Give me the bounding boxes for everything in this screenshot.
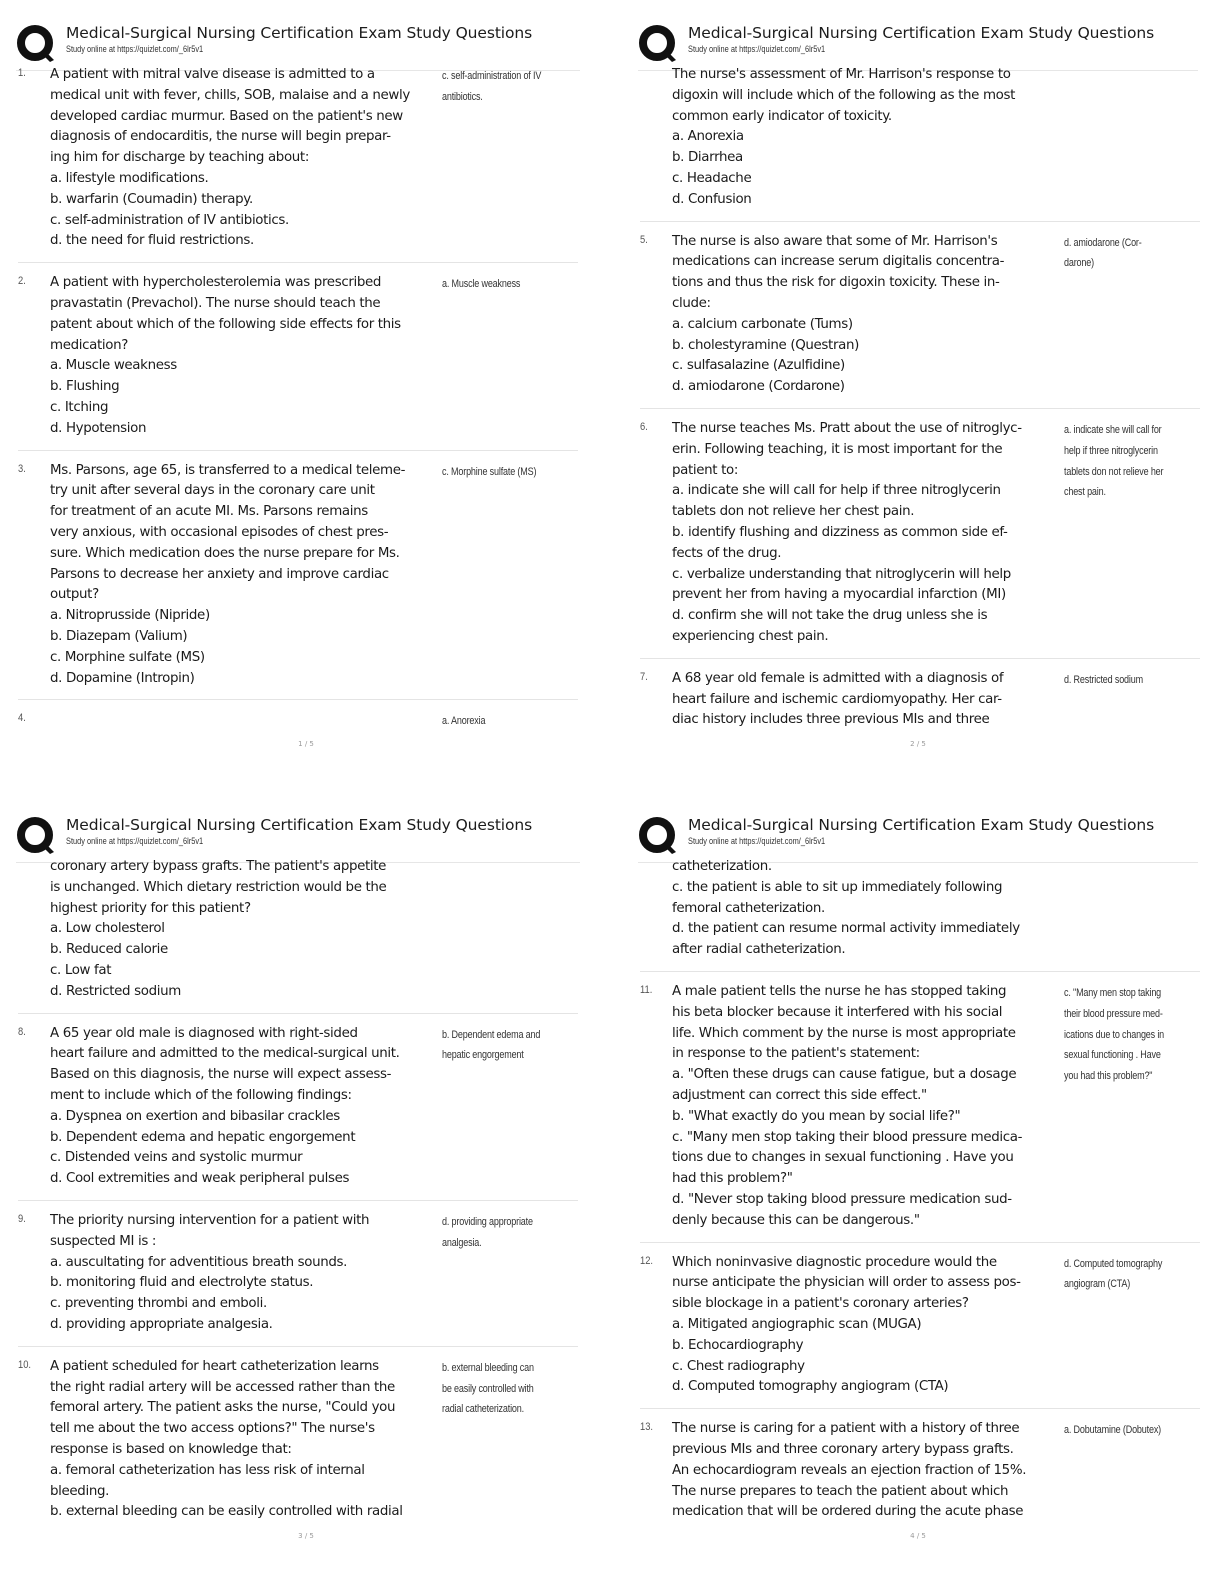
answer-option: d. the patient can resume normal activity immediately bbox=[672, 921, 1020, 937]
correct-answer bbox=[1064, 983, 1179, 1087]
answer-option: b. Reduced calorie bbox=[50, 942, 168, 958]
page-1 bbox=[0, 0, 612, 792]
answer-option: b. "What exactly do you mean by social life?" bbox=[672, 1108, 961, 1124]
question-line: try unit after several days in the coronary care unit bbox=[50, 483, 375, 499]
answer-option: c. preventing thrombi and emboli. bbox=[50, 1296, 267, 1312]
question-line: his beta blocker because it interfered with his social bbox=[672, 1004, 1003, 1020]
correct-answer bbox=[442, 66, 557, 108]
question-line: The nurse's assessment of Mr. Harrison's response to bbox=[672, 67, 1011, 82]
answer-option: b. monitoring fluid and electrolyte status. bbox=[50, 1275, 314, 1291]
answer-option: b. warfarin (Coumadin) therapy. bbox=[50, 191, 253, 207]
answer-option: b. Diazepam (Valium) bbox=[50, 628, 188, 644]
page-number: 3 / 5 bbox=[298, 1532, 314, 1540]
answer-option: d. Restricted sodium bbox=[50, 983, 181, 999]
correct-answer bbox=[442, 1358, 557, 1420]
answer-line: c. self-administration of IV bbox=[442, 70, 542, 82]
correct-answer bbox=[442, 711, 557, 732]
answer-line: a. Dobutamine (Dobutex) bbox=[1064, 1424, 1162, 1437]
question-line: in response to the patient's statement: bbox=[672, 1046, 920, 1062]
question-item bbox=[640, 667, 1200, 741]
correct-answer bbox=[1064, 233, 1179, 275]
question-line: tions and thus the risk for digoxin toxicity. These in- bbox=[672, 275, 1000, 291]
quizlet-logo-icon bbox=[638, 24, 678, 64]
correct-answer bbox=[442, 1212, 557, 1254]
question-text bbox=[50, 1024, 440, 1190]
question-text bbox=[672, 857, 1062, 961]
question-list bbox=[18, 63, 578, 753]
question-number: 5. bbox=[640, 233, 648, 246]
question-item bbox=[18, 1209, 578, 1347]
question-line: diagnosis of endocarditis, the nurse will begin prepar- bbox=[50, 129, 391, 145]
answer-option: d. amiodarone (Cordarone) bbox=[672, 379, 845, 395]
question-text bbox=[50, 461, 440, 690]
answer-option: d. Cool extremities and weak peripheral pulses bbox=[50, 1171, 350, 1187]
answer-option: a. "Often these drugs can cause fatigue, but a dosage bbox=[672, 1067, 1017, 1083]
question-number: 8. bbox=[18, 1025, 26, 1038]
page-2 bbox=[612, 0, 1224, 792]
answer-line: you had this problem?" bbox=[1064, 1070, 1153, 1083]
question-line: medication? bbox=[50, 337, 128, 353]
answer-option: b. Flushing bbox=[50, 379, 120, 395]
answer-option: a. Mitigated angiographic scan (MUGA) bbox=[672, 1316, 922, 1332]
answer-line: radial catheterization. bbox=[442, 1403, 524, 1416]
question-item bbox=[640, 855, 1200, 972]
page-3 bbox=[0, 792, 612, 1584]
question-item bbox=[18, 1355, 578, 1533]
question-line: medical unit with fever, chills, SOB, malaise and a newly bbox=[50, 87, 410, 103]
question-line: Based on this diagnosis, the nurse will expect assess- bbox=[50, 1067, 392, 1083]
answer-option: a. Anorexia bbox=[672, 129, 744, 145]
answer-line: darone) bbox=[1064, 257, 1094, 270]
answer-option: d. the need for fluid restrictions. bbox=[50, 233, 254, 249]
question-line: tions due to changes in sexual functioning . Have you bbox=[672, 1150, 1014, 1166]
answer-line: tablets don not relieve her bbox=[1064, 465, 1164, 478]
question-text bbox=[672, 65, 1062, 211]
quizlet-logo-icon bbox=[16, 24, 56, 64]
answer-line: a. indicate she will call for bbox=[1064, 423, 1162, 436]
question-text bbox=[50, 1357, 440, 1523]
question-item bbox=[18, 459, 578, 701]
question-line: diac history includes three previous MIs and three bbox=[672, 712, 990, 728]
answer-option: b. Diarrhea bbox=[672, 150, 743, 166]
study-online-link[interactable]: Study online at https://quizlet.com/_6lr5v1 bbox=[688, 44, 826, 55]
answer-option: a. calcium carbonate (Tums) bbox=[672, 316, 853, 332]
question-line: prevent her from having a myocardial infarction (MI) bbox=[672, 587, 1006, 603]
question-line: adjustment can correct this side effect." bbox=[672, 1087, 927, 1103]
answer-option: c. Chest radiography bbox=[672, 1358, 805, 1374]
document-title: Medical-Surgical Nursing Certification Exam Study Questions bbox=[66, 816, 533, 834]
page-number: 4 / 5 bbox=[910, 1532, 926, 1540]
answer-option: a. lifestyle modifications. bbox=[50, 170, 209, 186]
question-text bbox=[672, 982, 1062, 1232]
question-line: A 65 year old male is diagnosed with right-sided bbox=[50, 1025, 358, 1041]
correct-answer bbox=[1064, 420, 1179, 503]
answer-line: hepatic engorgement bbox=[442, 1049, 524, 1062]
question-number: 7. bbox=[640, 670, 648, 683]
question-line: patent about which of the following side effects for this bbox=[50, 316, 401, 332]
question-line: clude: bbox=[672, 295, 711, 311]
answer-line: antibiotics. bbox=[442, 90, 483, 103]
question-line: output? bbox=[50, 587, 99, 603]
question-line: denly because this can be dangerous." bbox=[672, 1212, 920, 1228]
answer-option: d. confirm she will not take the drug unless she is bbox=[672, 608, 988, 624]
page-number: 1 / 5 bbox=[298, 740, 314, 748]
question-text bbox=[50, 1211, 440, 1336]
question-text bbox=[50, 857, 440, 1003]
question-line: tablets don not relieve her chest pain. bbox=[672, 504, 915, 520]
answer-option: a. Low cholesterol bbox=[50, 921, 165, 937]
answer-line: their blood pressure med- bbox=[1064, 1007, 1163, 1020]
question-line: response is based on knowledge that: bbox=[50, 1441, 292, 1457]
question-line: sible blockage in a patient's coronary arteries? bbox=[672, 1296, 969, 1312]
quizlet-logo-icon bbox=[16, 816, 56, 856]
quizlet-logo-icon bbox=[638, 816, 678, 856]
answer-option: a. Nitroprusside (Nipride) bbox=[50, 608, 210, 624]
question-line: previous MIs and three coronary artery bypass grafts. bbox=[672, 1441, 1014, 1457]
correct-answer bbox=[442, 1025, 557, 1067]
question-item bbox=[18, 63, 578, 263]
study-online-link[interactable]: Study online at https://quizlet.com/_6lr5v1 bbox=[66, 44, 204, 55]
answer-option: c. Morphine sulfate (MS) bbox=[50, 649, 205, 665]
question-line: developed cardiac murmur. Based on the patient's new bbox=[50, 108, 403, 124]
answer-option: d. Hypotension bbox=[50, 420, 147, 436]
question-text bbox=[50, 65, 440, 252]
question-line: heart failure and admitted to the medical-surgical unit. bbox=[50, 1046, 400, 1062]
question-list bbox=[18, 855, 578, 1541]
question-line: catheterization. bbox=[672, 859, 772, 874]
question-line: Parsons to decrease her anxiety and improve cardiac bbox=[50, 566, 389, 582]
question-line: life. Which comment by the nurse is most appropriate bbox=[672, 1025, 1016, 1041]
question-item bbox=[640, 230, 1200, 409]
question-line: The nurse is caring for a patient with a history of three bbox=[672, 1421, 1020, 1437]
answer-line: c. Morphine sulfate (MS) bbox=[442, 465, 537, 478]
answer-option: b. Dependent edema and hepatic engorgement bbox=[50, 1129, 356, 1145]
question-number: 9. bbox=[18, 1212, 26, 1225]
question-number: 10. bbox=[18, 1358, 32, 1371]
question-line: femoral catheterization. bbox=[672, 900, 825, 916]
question-line: highest priority for this patient? bbox=[50, 900, 251, 916]
question-list bbox=[640, 855, 1200, 1541]
answer-option: a. femoral catheterization has less risk of internal bbox=[50, 1462, 365, 1478]
answer-option: a. indicate she will call for help if three nitroglycerin bbox=[672, 483, 1001, 499]
question-line: patient to: bbox=[672, 462, 739, 478]
question-number: 2. bbox=[18, 275, 26, 288]
answer-option: d. Computed tomography angiogram (CTA) bbox=[672, 1379, 949, 1395]
answer-line: c. "Many men stop taking bbox=[1064, 986, 1162, 999]
question-text bbox=[672, 232, 1062, 398]
question-line: femoral artery. The patient asks the nurse, "Could you bbox=[50, 1400, 396, 1416]
question-line: for treatment of an acute MI. Ms. Parsons remains bbox=[50, 504, 368, 520]
page-number: 2 / 5 bbox=[910, 740, 926, 748]
question-line: The nurse prepares to teach the patient about which bbox=[672, 1483, 1009, 1499]
answer-option: d. Confusion bbox=[672, 191, 752, 207]
answer-line: b. Dependent edema and bbox=[442, 1028, 541, 1041]
question-number: 12. bbox=[640, 1254, 654, 1267]
answer-option: c. Distended veins and systolic murmur bbox=[50, 1150, 303, 1166]
answer-line: d. Computed tomography bbox=[1064, 1257, 1163, 1270]
question-number: 4. bbox=[18, 712, 26, 725]
question-line: tell me about the two access options?" The nurse's bbox=[50, 1421, 375, 1437]
document-title: Medical-Surgical Nursing Certification Exam Study Questions bbox=[688, 24, 1155, 42]
question-text bbox=[672, 1253, 1062, 1399]
question-line: is unchanged. Which dietary restriction would be the bbox=[50, 879, 387, 895]
answer-option: c. the patient is able to sit up immediately following bbox=[672, 879, 1003, 895]
study-online-link[interactable]: Study online at https://quizlet.com/_6lr5v1 bbox=[66, 836, 204, 847]
question-item bbox=[18, 1022, 578, 1201]
question-line: heart failure and ischemic cardiomyopathy. Her car- bbox=[672, 691, 1002, 707]
question-line: The priority nursing intervention for a patient with bbox=[50, 1212, 370, 1228]
question-line: nurse anticipate the physician will order to assess pos- bbox=[672, 1275, 1021, 1291]
answer-option: d. "Never stop taking blood pressure medication sud- bbox=[672, 1191, 1012, 1207]
question-line: Ms. Parsons, age 65, is transferred to a medical teleme- bbox=[50, 462, 406, 478]
question-line: bleeding. bbox=[50, 1483, 110, 1499]
answer-option: a. auscultating for adventitious breath sounds. bbox=[50, 1254, 348, 1270]
answer-line: a. Anorexia bbox=[442, 715, 486, 728]
answer-line: analgesia. bbox=[442, 1236, 482, 1249]
correct-answer bbox=[1064, 1420, 1179, 1441]
question-item bbox=[640, 1251, 1200, 1410]
correct-answer bbox=[1064, 670, 1179, 691]
question-line: ment to include which of the following findings: bbox=[50, 1087, 352, 1103]
answer-line: d. Restricted sodium bbox=[1064, 673, 1143, 686]
question-line: experiencing chest pain. bbox=[672, 628, 829, 644]
question-item bbox=[640, 1417, 1200, 1533]
question-number: 13. bbox=[640, 1421, 654, 1434]
answer-line: d. providing appropriate bbox=[442, 1215, 533, 1228]
answer-line: help if three nitroglycerin bbox=[1064, 444, 1158, 457]
question-line: medications can increase serum digitalis concentra- bbox=[672, 254, 1005, 270]
answer-option: c. Itching bbox=[50, 399, 109, 415]
answer-option: c. Headache bbox=[672, 170, 752, 186]
answer-option: a. Muscle weakness bbox=[50, 358, 177, 374]
question-line: sure. Which medication does the nurse prepare for Ms. bbox=[50, 545, 400, 561]
answer-option: d. Dopamine (Intropin) bbox=[50, 670, 195, 686]
answer-line: a. Muscle weakness bbox=[442, 278, 521, 291]
question-line: had this problem?" bbox=[672, 1171, 793, 1187]
question-line: digoxin will include which of the following as the most bbox=[672, 87, 1016, 103]
answer-option: d. providing appropriate analgesia. bbox=[50, 1316, 273, 1332]
answer-option: c. "Many men stop taking their blood pressure medica- bbox=[672, 1129, 1023, 1145]
answer-line: angiogram (CTA) bbox=[1064, 1278, 1131, 1291]
question-text bbox=[672, 1419, 1062, 1523]
question-number: 11. bbox=[640, 983, 653, 996]
question-line: A patient scheduled for heart catheterization learns bbox=[50, 1358, 379, 1374]
question-line: the right radial artery will be accessed rather than the bbox=[50, 1379, 395, 1395]
question-line: pravastatin (Prevachol). The nurse should teach the bbox=[50, 295, 381, 311]
question-text bbox=[50, 714, 440, 735]
question-number: 6. bbox=[640, 420, 648, 433]
answer-line: b. external bleeding can bbox=[442, 1361, 534, 1374]
question-line: suspected MI is : bbox=[50, 1233, 157, 1249]
question-line: medication that will be ordered during the acute phase bbox=[672, 1504, 1024, 1520]
correct-answer bbox=[442, 274, 557, 295]
question-item bbox=[640, 980, 1200, 1243]
answer-option: a. Dyspnea on exertion and bibasilar crackles bbox=[50, 1108, 340, 1124]
question-text bbox=[50, 273, 440, 439]
question-line: A patient with hypercholesterolemia was prescribed bbox=[50, 275, 382, 291]
answer-line: sexual functioning . Have bbox=[1064, 1049, 1161, 1062]
question-number: 1. bbox=[18, 67, 26, 79]
answer-option: c. self-administration of IV antibiotics. bbox=[50, 212, 289, 228]
answer-line: d. amiodarone (Cor- bbox=[1064, 236, 1142, 249]
question-line: The nurse is also aware that some of Mr. Harrison's bbox=[672, 233, 998, 249]
question-text bbox=[672, 669, 1062, 731]
question-line: The nurse teaches Ms. Pratt about the use of nitroglyc- bbox=[672, 420, 1022, 436]
question-item bbox=[18, 271, 578, 450]
question-line: common early indicator of toxicity. bbox=[672, 108, 892, 124]
question-text bbox=[672, 419, 1062, 648]
question-line: A patient with mitral valve disease is admitted to a bbox=[50, 67, 375, 82]
question-line: fects of the drug. bbox=[672, 545, 782, 561]
question-list bbox=[640, 63, 1200, 749]
answer-option: c. Low fat bbox=[50, 962, 112, 978]
document-title: Medical-Surgical Nursing Certification Exam Study Questions bbox=[688, 816, 1155, 834]
question-item bbox=[640, 417, 1200, 659]
document-title: Medical-Surgical Nursing Certification Exam Study Questions bbox=[66, 24, 533, 42]
question-line: coronary artery bypass grafts. The patient's appetite bbox=[50, 859, 387, 874]
correct-answer bbox=[1064, 1254, 1179, 1296]
question-line: erin. Following teaching, it is most important for the bbox=[672, 441, 1003, 457]
answer-line: ications due to changes in bbox=[1064, 1028, 1165, 1041]
page-4 bbox=[612, 792, 1224, 1584]
answer-option: c. sulfasalazine (Azulfidine) bbox=[672, 358, 845, 374]
answer-option: b. cholestyramine (Questran) bbox=[672, 337, 859, 353]
question-line: A male patient tells the nurse he has stopped taking bbox=[672, 983, 1007, 999]
question-line: very anxious, with occasional episodes of chest pres- bbox=[50, 524, 389, 540]
answer-option: b. Echocardiography bbox=[672, 1337, 804, 1353]
answer-line: be easily controlled with bbox=[442, 1382, 534, 1395]
question-item bbox=[18, 855, 578, 1014]
question-line: A 68 year old female is admitted with a diagnosis of bbox=[672, 670, 1004, 686]
question-line: Which noninvasive diagnostic procedure would the bbox=[672, 1254, 997, 1270]
question-line: An echocardiogram reveals an ejection fraction of 15%. bbox=[672, 1462, 1027, 1478]
answer-option: b. external bleeding can be easily controlled with radial bbox=[50, 1504, 403, 1520]
answer-option: c. verbalize understanding that nitroglycerin will help bbox=[672, 566, 1011, 582]
question-line: after radial catheterization. bbox=[672, 942, 846, 958]
question-line: ing him for discharge by teaching about: bbox=[50, 150, 309, 166]
question-number: 3. bbox=[18, 462, 26, 475]
correct-answer bbox=[442, 462, 557, 483]
question-item bbox=[640, 63, 1200, 222]
study-online-link[interactable]: Study online at https://quizlet.com/_6lr5v1 bbox=[688, 836, 826, 847]
answer-line: chest pain. bbox=[1064, 486, 1106, 499]
answer-option: b. identify flushing and dizziness as common side ef- bbox=[672, 524, 1008, 540]
